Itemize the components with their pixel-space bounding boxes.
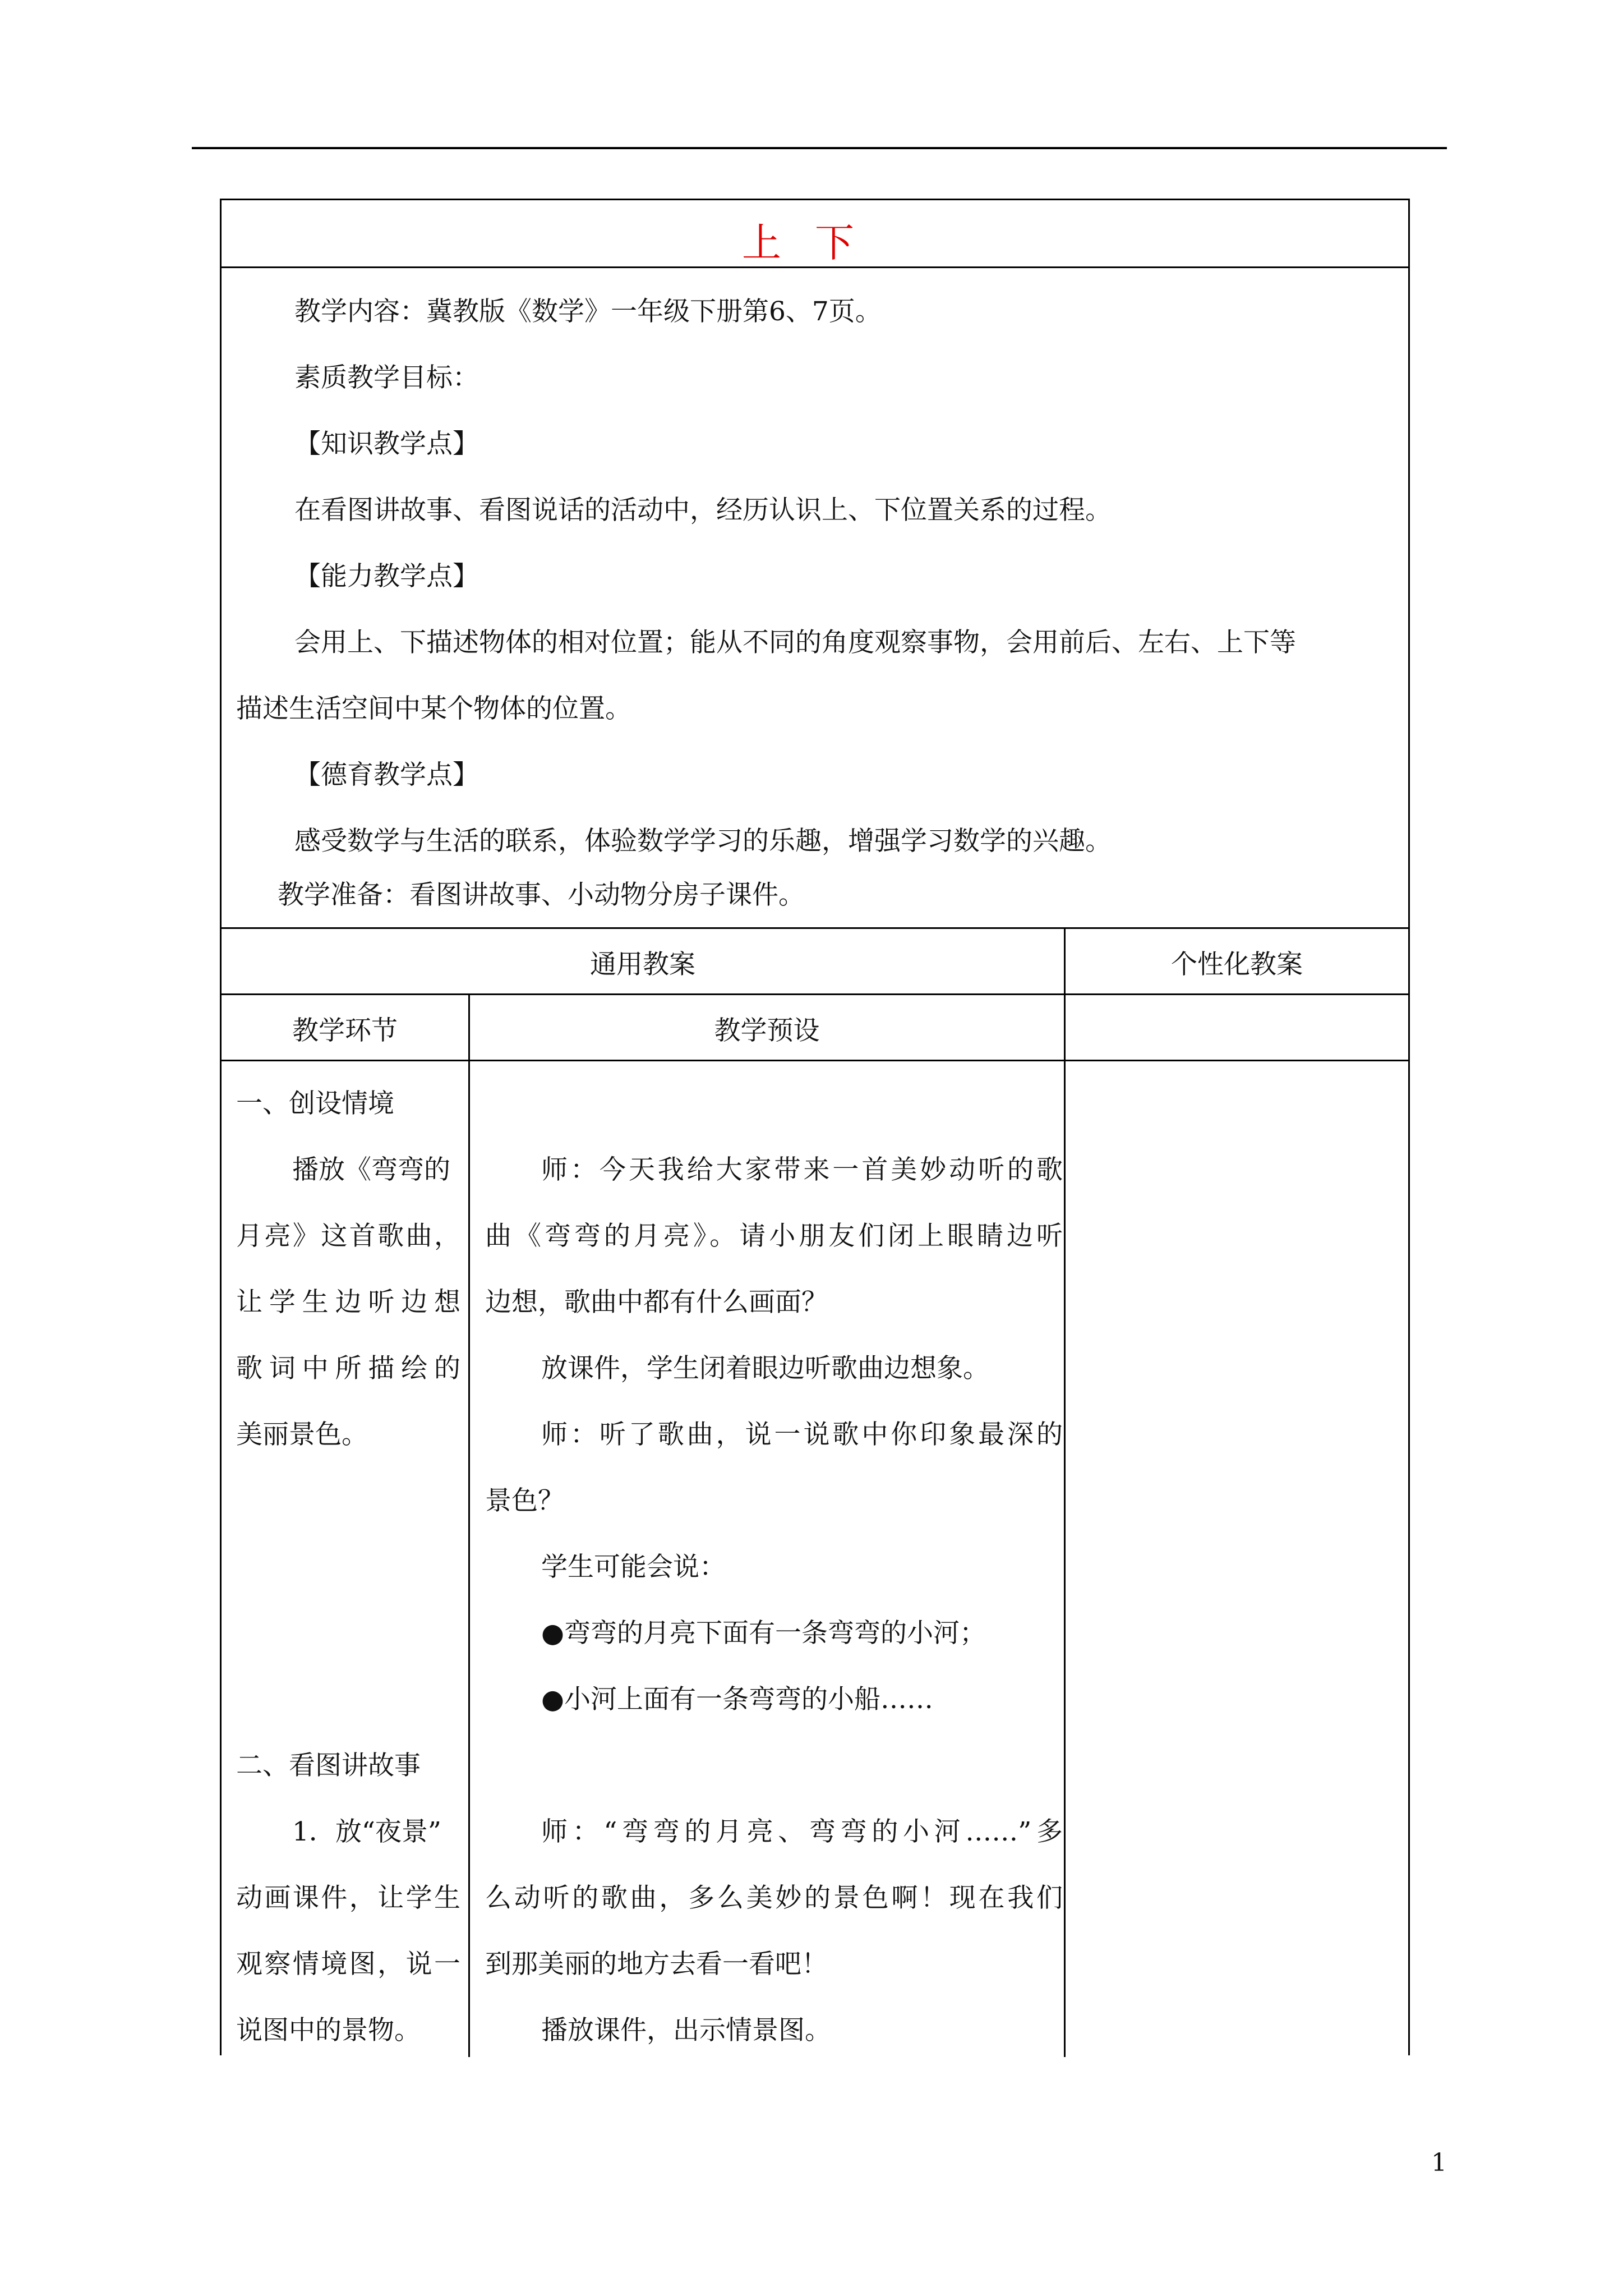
ability-text-line2: 描述生活空间中某个物体的位置。	[236, 693, 631, 724]
personal-plan-header: 个性化教案	[1171, 949, 1303, 980]
preset-column	[485, 1137, 1063, 1733]
preset-bullet: ●小河上面有一条弯弯的小船……	[541, 1684, 934, 1715]
moral-heading: 【德育教学点】	[294, 760, 479, 790]
section2-line: 动画课件，让学生	[236, 1883, 460, 1913]
goal-heading: 素质教学目标：	[294, 362, 479, 393]
lesson-title: 上下	[742, 220, 888, 266]
header-rule	[192, 147, 1447, 149]
section1-line: 歌词中所描绘的	[236, 1353, 460, 1384]
page-number: 1	[1431, 2148, 1447, 2177]
preset-para3-line: 师：听了歌曲，说一说歌中你印象最深的	[541, 1419, 1063, 1450]
preset-column-section2	[485, 1799, 1063, 2064]
knowledge-heading: 【知识教学点】	[294, 429, 479, 459]
preset-para2: 放课件，学生闭着眼边听歌曲边想象。	[541, 1353, 989, 1384]
moral-text: 感受数学与生活的联系，体验数学学习的乐趣，增强学习数学的兴趣。	[294, 826, 1112, 857]
section2-title: 二、看图讲故事	[236, 1750, 421, 1781]
preset-para4: 学生可能会说：	[541, 1552, 726, 1582]
ability-heading: 【能力教学点】	[294, 561, 479, 592]
preset-para5-line: 到那美丽的地方去看一看吧！	[485, 1949, 828, 1980]
teaching-content: 教学内容：冀教版《数学》一年级下册第6、7页。	[294, 296, 882, 327]
preset-para5-line: 么动听的歌曲，多么美妙的景色啊！现在我们	[485, 1883, 1063, 1913]
stage-header: 教学环节	[292, 1015, 398, 1046]
preset-para1-line: 曲《弯弯的月亮》。请小朋友们闭上眼睛边听	[485, 1221, 1063, 1251]
preset-para1-line: 师：今天我给大家带来一首美妙动听的歌	[541, 1154, 1063, 1185]
section2-line: 1．放“夜景”	[292, 1816, 441, 1847]
section2-line: 观察情境图，说一	[236, 1949, 460, 1980]
section1-line: 让学生边听边想	[236, 1287, 460, 1318]
ability-text-line1: 会用上、下描述物体的相对位置；能从不同的角度观察事物，会用前后、左右、上下等	[294, 627, 1296, 658]
lesson-plan-table	[220, 199, 1410, 2055]
section1-line: 播放《弯弯的	[292, 1154, 450, 1185]
preset-para6: 播放课件，出示情景图。	[541, 2015, 831, 2046]
section1-line: 美丽景色。	[236, 1419, 368, 1450]
stage-column-divider	[468, 993, 470, 2057]
stage-column-section2	[236, 1733, 460, 2064]
preset-bullet: ●弯弯的月亮下面有一条弯弯的小河；	[541, 1618, 986, 1649]
header-row-divider	[222, 993, 1408, 995]
stage-column	[236, 1071, 460, 1468]
section1-title: 一、创设情境	[236, 1088, 394, 1119]
preset-para5-line: 师：“弯弯的月亮、弯弯的小河……”多	[541, 1816, 1063, 1847]
knowledge-text: 在看图讲故事、看图说话的活动中，经历认识上、下位置关系的过程。	[294, 495, 1112, 526]
section2-line: 说图中的景物。	[236, 2015, 421, 2046]
subheader-row-divider	[222, 1060, 1408, 1061]
preset-para3-line: 景色？	[485, 1485, 564, 1516]
general-plan-header: 通用教案	[590, 949, 695, 980]
section1-line: 月亮》这首歌曲，	[236, 1221, 460, 1251]
personal-column-divider	[1064, 927, 1066, 2057]
preset-header: 教学预设	[714, 1015, 820, 1046]
preset-para1-line: 边想，歌曲中都有什么画面？	[485, 1287, 828, 1318]
teaching-prep: 教学准备：看图讲故事、小动物分房子课件。	[278, 880, 805, 910]
